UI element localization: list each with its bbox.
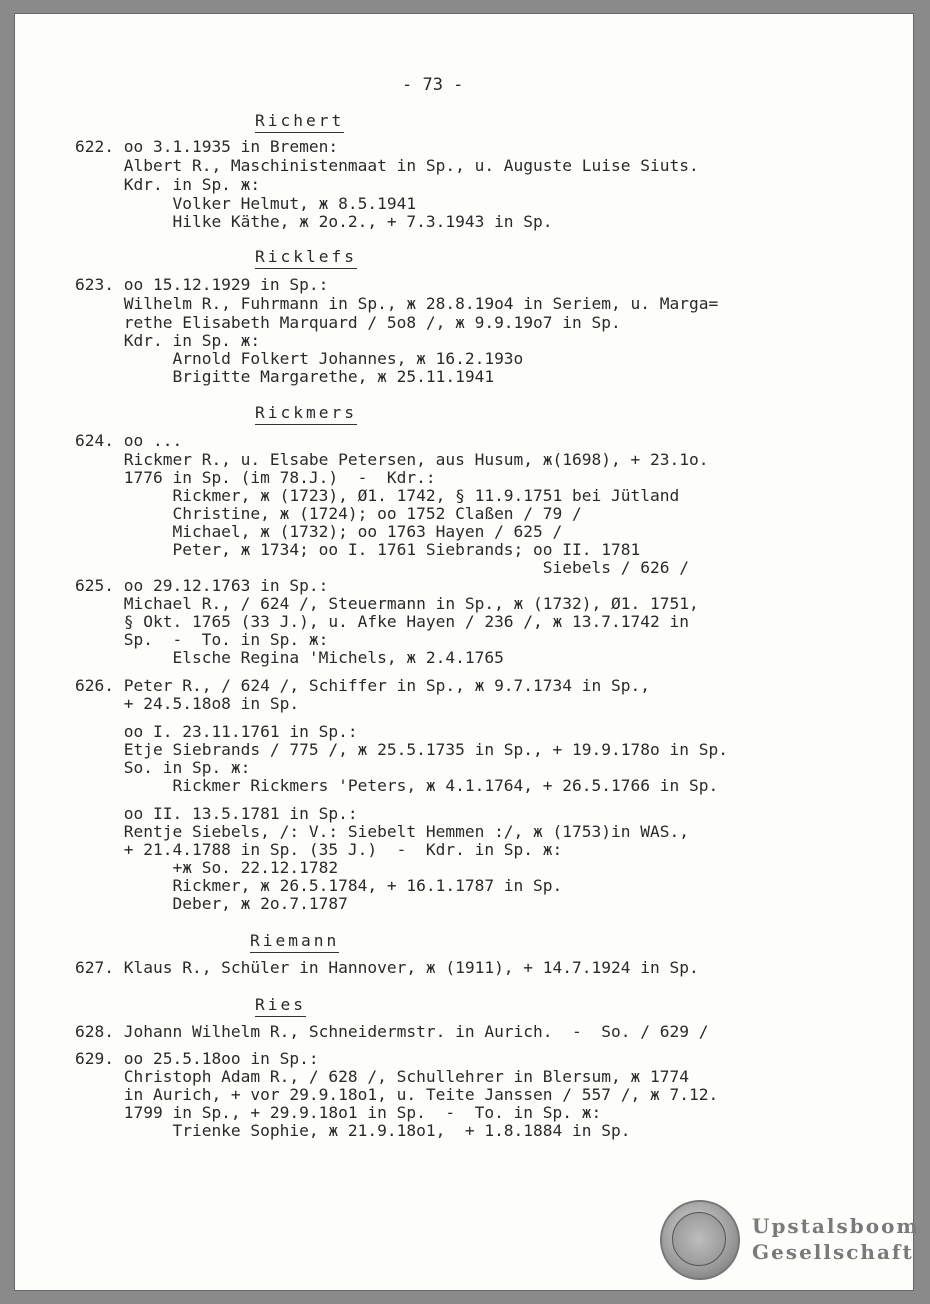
entry-line: Kdr. in Sp. ж: <box>75 331 261 350</box>
entry-line: Etje Siebrands / 775 /, ж 25.5.1735 in Sp., + 19.9.178o in Sp. <box>75 740 728 759</box>
entry-line: 1776 in Sp. (im 78.J.) - Kdr.: <box>75 468 436 487</box>
entry-line: Rickmer R., u. Elsabe Petersen, aus Husum, ж(1698), + 23.1o. <box>75 450 709 469</box>
heading-riemann: Riemann <box>250 932 339 953</box>
entry-line: in Aurich, + vor 29.9.18o1, u. Teite Janssen / 557 /, ж 7.12. <box>75 1085 719 1104</box>
entry-line: Peter, ж 1734; oo I. 1761 Siebrands; oo II. 1781 <box>75 540 641 559</box>
entry-line: Albert R., Maschinistenmaat in Sp., u. Auguste Luise Siuts. <box>75 156 699 175</box>
entry-line: Volker Helmut, ж 8.5.1941 <box>75 194 417 213</box>
entry-line: Christoph Adam R., / 628 /, Schullehrer in Blersum, ж 1774 <box>75 1067 689 1086</box>
heading-ries: Ries <box>255 996 306 1017</box>
entry-line: + 24.5.18o8 in Sp. <box>75 694 300 713</box>
entry-line: Kdr. in Sp. ж: <box>75 175 261 194</box>
entry-line: Trienke Sophie, ж 21.9.18o1, + 1.8.1884 in Sp. <box>75 1121 631 1140</box>
entry-line: rethe Elisabeth Marquard / 5o8 /, ж 9.9.19o7 in Sp. <box>75 313 621 332</box>
entry-line: § Okt. 1765 (33 J.), u. Afke Hayen / 236 /, ж 13.7.1742 in <box>75 612 689 631</box>
entry-line: Rickmer, ж (1723), Ø1. 1742, § 11.9.1751 bei Jütland <box>75 486 680 505</box>
entry-line: oo I. 23.11.1761 in Sp.: <box>75 722 358 741</box>
entry-line: +ж So. 22.12.1782 <box>75 858 339 877</box>
entry-line: Brigitte Margarethe, ж 25.11.1941 <box>75 367 495 386</box>
entry-line: So. in Sp. ж: <box>75 758 251 777</box>
entry-line: Michael, ж (1732); oo 1763 Hayen / 625 / <box>75 522 563 541</box>
heading-richert: Richert <box>255 112 344 133</box>
entry-line: 626. Peter R., / 624 /, Schiffer in Sp., ж 9.7.1734 in Sp., <box>75 676 650 695</box>
entry-line: Christine, ж (1724); oo 1752 Claßen / 79 / <box>75 504 582 523</box>
entry-line: 623. oo 15.12.1929 in Sp.: <box>75 275 329 294</box>
logo-text-line1: Upstalsboom <box>752 1214 920 1238</box>
entry-line: 627. Klaus R., Schüler in Hannover, ж (1911), + 14.7.1924 in Sp. <box>75 958 699 977</box>
entry-line: Rickmer Rickmers 'Peters, ж 4.1.1764, + 26.5.1766 in Sp. <box>75 776 719 795</box>
entry-line: Rickmer, ж 26.5.1784, + 16.1.1787 in Sp. <box>75 876 563 895</box>
seal-figure <box>672 1212 726 1266</box>
entry-line: 1799 in Sp., + 29.9.18o1 in Sp. - To. in Sp. ж: <box>75 1103 602 1122</box>
entry-line: Siebels / 626 / <box>75 558 689 577</box>
seal-logo-icon <box>660 1200 740 1280</box>
entry-line: Michael R., / 624 /, Steuermann in Sp., ж (1732), Ø1. 1751, <box>75 594 699 613</box>
entry-line: 628. Johann Wilhelm R., Schneidermstr. in Aurich. - So. / 629 / <box>75 1022 709 1041</box>
document-page <box>15 14 920 1290</box>
entry-line: Arnold Folkert Johannes, ж 16.2.193o <box>75 349 524 368</box>
entry-line: 625. oo 29.12.1763 in Sp.: <box>75 576 329 595</box>
entry-line: Hilke Käthe, ж 2o.2., + 7.3.1943 in Sp. <box>75 212 553 231</box>
entry-line: Rentje Siebels, /: V.: Siebelt Hemmen :/, ж (1753)in WAS., <box>75 822 689 841</box>
document-body <box>15 14 913 1290</box>
entry-line: Elsche Regina 'Michels, ж 2.4.1765 <box>75 648 504 667</box>
heading-rickmers: Rickmers <box>255 404 357 425</box>
entry-line: 622. oo 3.1.1935 in Bremen: <box>75 137 339 156</box>
entry-line: Sp. - To. in Sp. ж: <box>75 630 329 649</box>
entry-line: 629. oo 25.5.18oo in Sp.: <box>75 1049 319 1068</box>
entry-line: Wilhelm R., Fuhrmann in Sp., ж 28.8.19o4 in Seriem, u. Marga= <box>75 294 719 313</box>
entry-line: 624. oo ... <box>75 431 183 450</box>
heading-ricklefs: Ricklefs <box>255 248 357 269</box>
logo-text-line2: Gesellschaft <box>752 1240 914 1264</box>
entry-line: Deber, ж 2o.7.1787 <box>75 894 348 913</box>
entry-line: oo II. 13.5.1781 in Sp.: <box>75 804 358 823</box>
entry-line: + 21.4.1788 in Sp. (35 J.) - Kdr. in Sp. ж: <box>75 840 563 859</box>
page-number: - 73 - <box>402 75 464 95</box>
